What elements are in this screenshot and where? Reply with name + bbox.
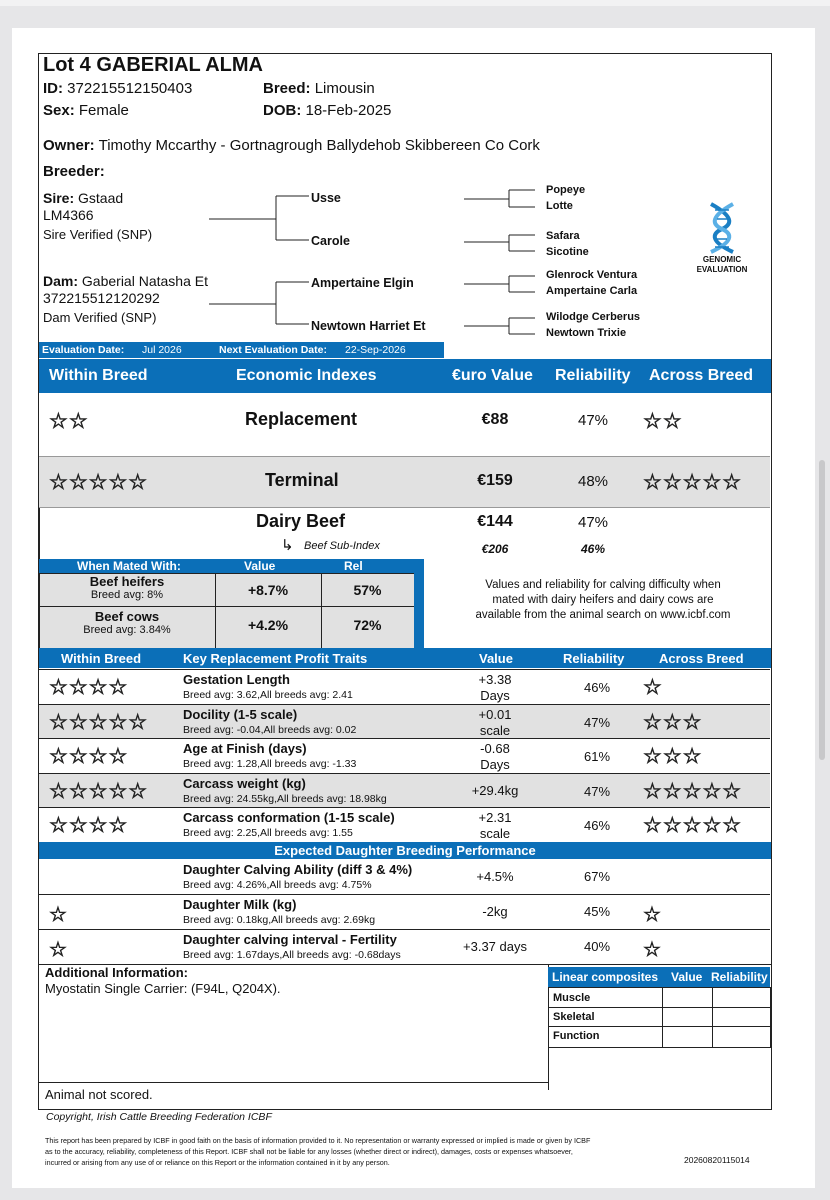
trait-value: +3.38 <box>478 672 512 687</box>
index-row-replacement <box>39 394 770 448</box>
pedigree-lines <box>39 54 771 354</box>
genomic-label: GENOMIC EVALUATION <box>696 255 748 274</box>
within-stars: ☆ <box>49 939 68 961</box>
sire-dam: Carole <box>311 234 350 248</box>
trait-name: Daughter Milk (kg) <box>183 897 297 912</box>
owner: Owner: Timothy Mccarthy - Gortnagrough Ballydehob Skibbereen Co Cork <box>43 137 540 154</box>
trait-reliability: 46% <box>583 680 611 695</box>
across-stars: ☆☆☆☆☆ <box>643 471 743 494</box>
linear-table <box>548 987 771 1048</box>
not-scored-text: Animal not scored. <box>45 1087 153 1102</box>
trait-name: Age at Finish (days) <box>183 741 307 756</box>
index-reliability: 48% <box>577 473 609 490</box>
report-id: 20260820115014 <box>684 1155 750 1165</box>
index-header: Within Breed Economic Indexes €uro Value Reliability Across Breed <box>39 359 771 393</box>
beef-sub-index-value: €206 <box>481 542 509 556</box>
trait-breed-avg: Breed avg: 3.62,All breeds avg: 2.41 <box>183 689 353 701</box>
index-value: €88 <box>481 411 509 428</box>
trait-unit: Days <box>480 688 510 703</box>
index-name: Dairy Beef <box>256 511 346 531</box>
trait-unit: Days <box>480 757 510 772</box>
trait-name: Gestation Length <box>183 672 290 687</box>
trait-reliability: 40% <box>583 939 611 954</box>
within-stars: ☆☆☆☆ <box>49 745 129 768</box>
gp-7: Wilodge Cerberus <box>546 311 641 323</box>
trait-name: Daughter Calving Ability (diff 3 & 4%) <box>183 862 413 877</box>
mated-value: +4.2% <box>247 617 289 633</box>
daughter-row <box>39 860 770 894</box>
mated-header: When Mated With: Value Rel <box>39 559 424 573</box>
animal-report <box>38 53 772 1110</box>
traits-header: Within Breed Key Replacement Profit Traits Value Reliability Across Breed <box>39 648 771 668</box>
trait-reliability: 61% <box>583 749 611 764</box>
trait-value: -2kg <box>482 904 508 919</box>
mated-rel: 72% <box>353 617 382 633</box>
trait-value: +3.37 days <box>463 939 527 954</box>
dam-name: Dam: Gaberial Natasha Et <box>43 273 208 289</box>
trait-breed-avg: Breed avg: -0.04,All breeds avg: 0.02 <box>183 724 357 736</box>
trait-name: Docility (1-5 scale) <box>183 707 298 722</box>
trait-reliability: 47% <box>583 715 611 730</box>
within-stars: ☆☆☆☆ <box>49 814 129 837</box>
within-stars: ☆☆☆☆ <box>49 676 129 699</box>
beef-sub-index-reliability: 46% <box>580 542 606 556</box>
mated-row-beef-cows: Beef cows Breed avg: 3.84% <box>83 609 171 636</box>
gp-8: Newtown Trixie <box>546 327 627 339</box>
within-stars: ☆☆☆☆☆ <box>49 780 149 803</box>
trait-row <box>39 773 770 808</box>
mated-value: +8.7% <box>247 582 289 598</box>
trait-value: +29.4kg <box>471 783 519 798</box>
sire-code: LM4366 <box>43 207 94 223</box>
lot-title: Lot 4 GABERIAL ALMA <box>43 54 263 76</box>
linear-row-skeletal: Skeletal <box>553 1011 595 1023</box>
dna-icon <box>703 202 741 254</box>
gp-4: Sicotine <box>546 246 589 258</box>
trait-name: Daughter calving interval - Fertility <box>183 932 397 947</box>
additional-info-text: Myostatin Single Carrier: (F94L, Q204X). <box>45 981 281 996</box>
trait-value: +4.5% <box>476 869 514 884</box>
within-stars: ☆☆☆☆☆ <box>49 711 149 734</box>
across-stars: ☆ <box>643 939 662 961</box>
linear-row-function: Function <box>553 1030 600 1042</box>
animal-dob: DOB: 18-Feb-2025 <box>263 102 392 119</box>
beef-sub-index-label: Beef Sub-Index <box>304 540 380 552</box>
trait-name: Carcass weight (kg) <box>183 776 306 791</box>
mated-row-beef-heifers: Beef heifers Breed avg: 8% <box>89 574 165 601</box>
trait-value: +0.01 <box>478 707 512 722</box>
trait-breed-avg: Breed avg: 24.55kg,All breeds avg: 18.98kg <box>183 793 387 805</box>
index-value: €159 <box>477 472 513 489</box>
trait-unit: scale <box>479 723 511 738</box>
daughter-header: Expected Daughter Breeding Performance <box>39 842 771 859</box>
cut-off-top-strip <box>0 0 830 6</box>
across-stars: ☆ <box>643 904 662 926</box>
trait-name: Carcass conformation (1-15 scale) <box>183 810 395 825</box>
index-name: Replacement <box>245 409 358 429</box>
breeder-label: Breeder: <box>43 163 105 180</box>
daughter-row <box>39 929 770 964</box>
additional-info-label: Additional Information: <box>45 965 188 980</box>
index-reliability: 47% <box>577 412 609 429</box>
gp-3: Safara <box>546 230 580 242</box>
animal-breed: Breed: Limousin <box>263 80 375 97</box>
sire-verified: Sire Verified (SNP) <box>43 227 153 242</box>
animal-id: ID: 372215512150403 <box>43 80 193 97</box>
linear-header: Linear composites Value Reliability <box>548 967 770 987</box>
trait-value: -0.68 <box>480 741 510 756</box>
trait-reliability: 45% <box>583 904 611 919</box>
across-stars: ☆☆☆☆☆ <box>643 814 743 837</box>
index-value: €144 <box>477 513 513 530</box>
trait-breed-avg: Breed avg: 0.18kg,All breeds avg: 2.69kg <box>183 914 376 926</box>
within-stars: ☆☆☆☆☆ <box>49 471 149 494</box>
sire-sire: Usse <box>311 191 341 205</box>
trait-row <box>39 807 770 842</box>
linear-row-muscle: Muscle <box>553 992 591 1004</box>
trait-reliability: 46% <box>583 818 611 833</box>
animal-sex: Sex: Female <box>43 102 129 119</box>
trait-unit: scale <box>479 826 511 841</box>
trait-breed-avg: Breed avg: 1.67days,All breeds avg: -0.68days <box>183 949 401 961</box>
trait-breed-avg: Breed avg: 4.26%,All breeds avg: 4.75% <box>183 879 372 891</box>
index-name: Terminal <box>265 470 339 490</box>
trait-reliability: 47% <box>583 784 611 799</box>
within-stars: ☆☆ <box>49 410 89 433</box>
trait-reliability: 67% <box>583 869 611 884</box>
trait-value: +2.31 <box>478 810 512 825</box>
sire-name: Sire: Gstaad <box>43 190 124 206</box>
across-stars: ☆☆☆ <box>643 745 703 768</box>
trait-breed-avg: Breed avg: 2.25,All breeds avg: 1.55 <box>183 827 353 839</box>
across-stars: ☆☆☆ <box>643 711 703 734</box>
across-stars: ☆☆☆☆☆ <box>643 780 743 803</box>
sub-index-arrow-icon: ↳ <box>281 537 294 554</box>
within-stars: ☆ <box>49 904 68 926</box>
dam-code: 372215512120292 <box>43 290 160 306</box>
calving-note: Values and reliability for calving difficulty when mated with dairy heifers and dairy cows are available from the animal search on www.icbf.com <box>475 579 731 621</box>
daughter-row <box>39 894 770 929</box>
gp-1: Popeye <box>546 184 586 196</box>
index-row-dairy-beef <box>39 508 770 560</box>
dam-verified: Dam Verified (SNP) <box>43 310 157 325</box>
report-page <box>12 28 815 1188</box>
disclaimer: This report has been prepared by ICBF in good faith on the basis of information provided to it. No representation or warranty expressed or implied is made or given by ICBF as to the accuracy, reliability, completeness of this Report. ICBF shall not be liable for any losses (whether direct or indirect), damages, costs or expenses whatsoever, incurred or arising from any use of or reliance on this Report or the information contained in it by any person. <box>45 1136 591 1167</box>
trait-row <box>39 704 770 739</box>
index-reliability: 47% <box>577 514 609 531</box>
gp-2: Lotte <box>546 200 573 212</box>
mated-rel: 57% <box>353 582 382 598</box>
trait-row <box>39 669 770 704</box>
evaluation-date-bar: Evaluation Date: Jul 2026 Next Evaluation Date: 22-Sep-2026 <box>39 342 444 358</box>
across-stars: ☆☆ <box>643 410 683 433</box>
index-row-terminal <box>39 456 770 508</box>
gp-6: Ampertaine Carla <box>546 285 638 297</box>
trait-breed-avg: Breed avg: 1.28,All breeds avg: -1.33 <box>183 758 357 770</box>
scrollbar[interactable] <box>819 460 825 760</box>
trait-row <box>39 738 770 773</box>
copyright: Copyright, Irish Cattle Breeding Federation ICBF <box>46 1111 272 1123</box>
gp-5: Glenrock Ventura <box>546 269 638 281</box>
across-stars: ☆ <box>643 676 663 699</box>
dam-sire: Ampertaine Elgin <box>311 276 414 290</box>
dam-dam: Newtown Harriet Et <box>311 319 426 333</box>
